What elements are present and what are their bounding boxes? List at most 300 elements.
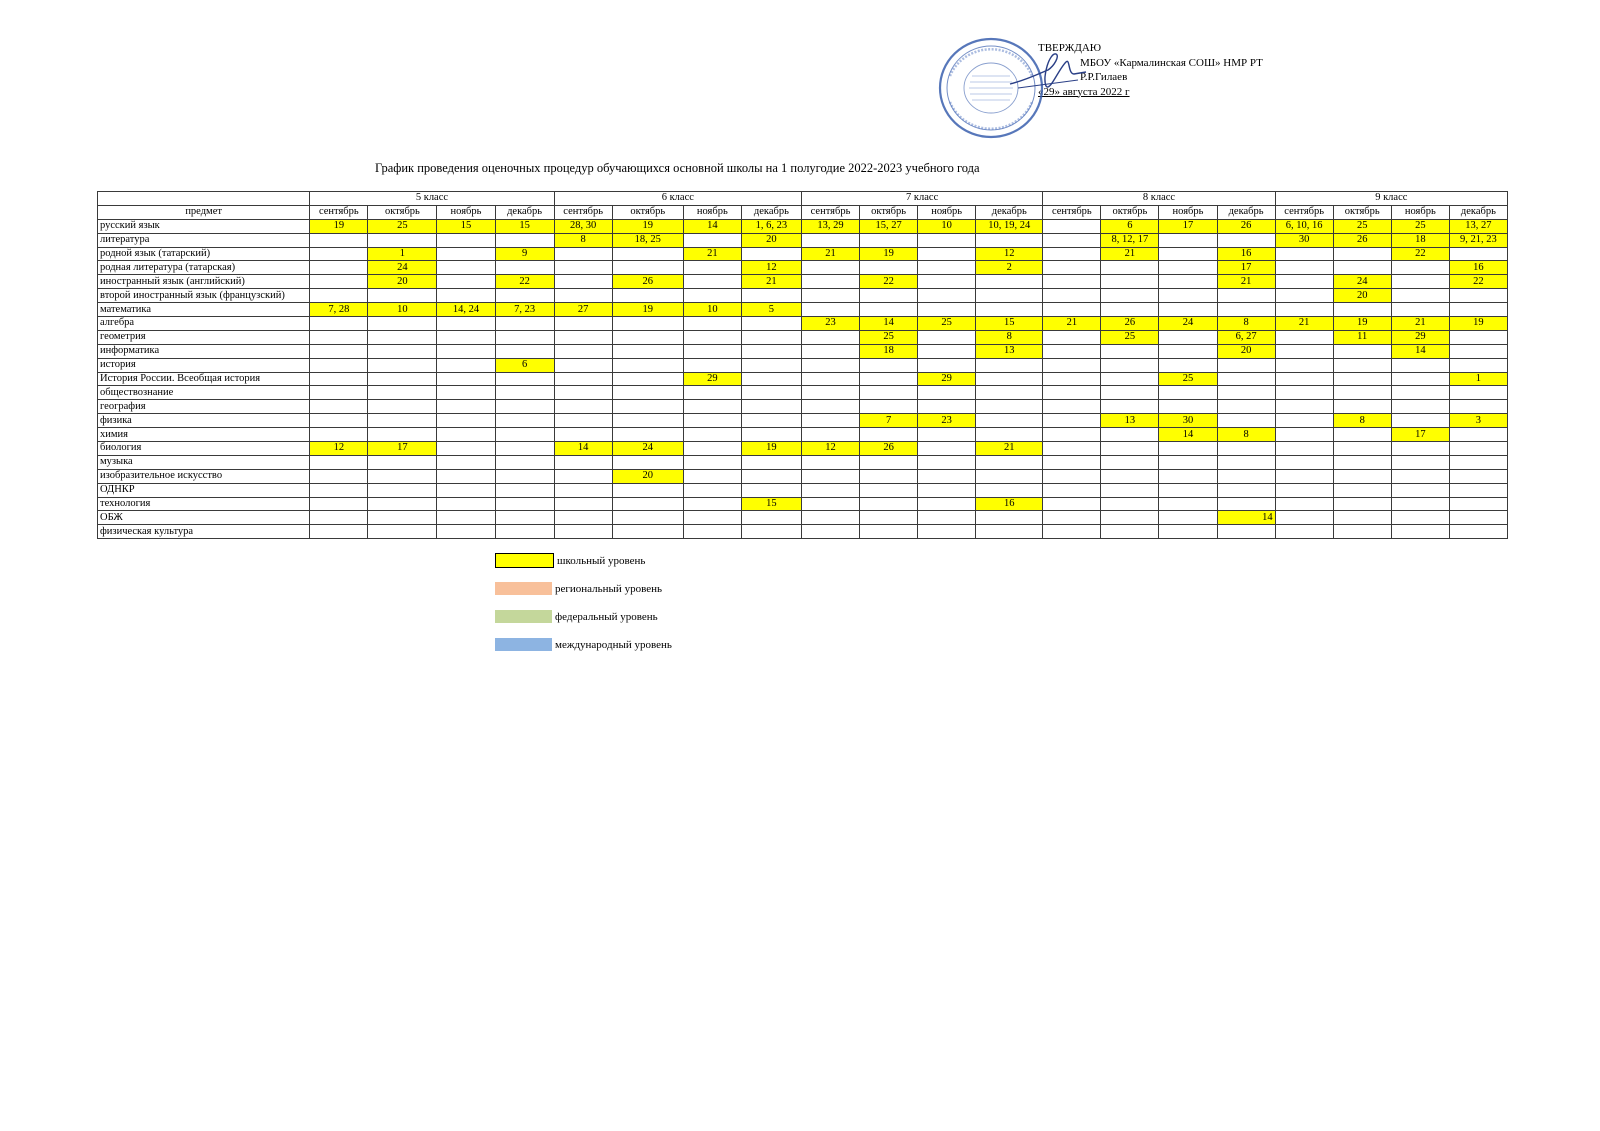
grade-header-row (98, 192, 1508, 206)
month-header: декабрь (1217, 205, 1275, 219)
date-cell (1391, 511, 1449, 525)
date-cell: 6 (495, 358, 554, 372)
approval-line-2: МБОУ «Кармалинская СОШ» НМР РТ (1080, 56, 1263, 69)
date-cell (495, 442, 554, 456)
date-cell (495, 414, 554, 428)
date-cell: 23 (801, 317, 859, 331)
month-header: октябрь (612, 205, 683, 219)
date-cell (368, 525, 437, 539)
date-cell (437, 511, 495, 525)
date-cell (495, 261, 554, 275)
date-cell: 20 (1333, 289, 1391, 303)
date-cell (1275, 511, 1333, 525)
date-cell (310, 372, 368, 386)
subject-cell: обществознание (98, 386, 310, 400)
date-cell (1043, 358, 1101, 372)
date-cell (1101, 428, 1159, 442)
subject-cell: математика (98, 303, 310, 317)
date-cell: 7, 23 (495, 303, 554, 317)
date-cell (1275, 330, 1333, 344)
date-cell (1101, 511, 1159, 525)
date-cell (495, 372, 554, 386)
date-cell (368, 414, 437, 428)
date-cell (495, 344, 554, 358)
date-cell (801, 330, 859, 344)
month-header: октябрь (368, 205, 437, 219)
month-header: сентябрь (554, 205, 612, 219)
date-cell (310, 400, 368, 414)
date-cell (495, 469, 554, 483)
table-row (98, 344, 1508, 358)
date-cell (310, 455, 368, 469)
date-cell (1043, 455, 1101, 469)
date-cell (918, 455, 976, 469)
signature (1008, 50, 1088, 94)
date-cell: 30 (1275, 233, 1333, 247)
date-cell (1043, 400, 1101, 414)
date-cell (918, 400, 976, 414)
grade-header: 9 класс (1275, 192, 1507, 206)
date-cell (368, 330, 437, 344)
date-cell: 13, 27 (1449, 219, 1507, 233)
date-cell (683, 525, 741, 539)
date-cell: 7 (860, 414, 918, 428)
date-cell (683, 400, 741, 414)
date-cell (741, 372, 801, 386)
date-cell (801, 303, 859, 317)
date-cell (860, 511, 918, 525)
date-cell (612, 289, 683, 303)
date-cell (1043, 261, 1101, 275)
date-cell (918, 497, 976, 511)
month-header: ноябрь (1391, 205, 1449, 219)
date-cell: 16 (1449, 261, 1507, 275)
date-cell (683, 442, 741, 456)
date-cell (1449, 469, 1507, 483)
date-cell (1449, 289, 1507, 303)
date-cell: 16 (1217, 247, 1275, 261)
date-cell (1159, 469, 1217, 483)
date-cell (1043, 275, 1101, 289)
date-cell (1043, 386, 1101, 400)
subject-cell: технология (98, 497, 310, 511)
date-cell (1275, 442, 1333, 456)
date-cell (801, 344, 859, 358)
date-cell (1159, 303, 1217, 317)
date-cell (860, 233, 918, 247)
date-cell (1101, 303, 1159, 317)
subject-cell: родной язык (татарский) (98, 247, 310, 261)
date-cell: 19 (741, 442, 801, 456)
date-cell (801, 414, 859, 428)
date-cell (1159, 400, 1217, 414)
date-cell (1275, 400, 1333, 414)
date-cell (801, 511, 859, 525)
month-header: сентябрь (1043, 205, 1101, 219)
date-cell (1333, 372, 1391, 386)
date-cell (554, 358, 612, 372)
date-cell (1391, 358, 1449, 372)
date-cell (1391, 275, 1449, 289)
date-cell (1449, 330, 1507, 344)
date-cell (612, 414, 683, 428)
date-cell (1449, 483, 1507, 497)
date-cell (554, 469, 612, 483)
date-cell: 9, 21, 23 (1449, 233, 1507, 247)
grade-header: 5 класс (310, 192, 554, 206)
date-cell (437, 261, 495, 275)
date-cell (1043, 525, 1101, 539)
date-cell (976, 511, 1043, 525)
date-cell (612, 330, 683, 344)
table-row (98, 400, 1508, 414)
date-cell (741, 455, 801, 469)
date-cell (1159, 455, 1217, 469)
date-cell (918, 344, 976, 358)
date-cell (1275, 386, 1333, 400)
date-cell (1275, 344, 1333, 358)
month-header: ноябрь (437, 205, 495, 219)
date-cell (683, 386, 741, 400)
date-cell (612, 511, 683, 525)
date-cell (368, 317, 437, 331)
date-cell (1333, 386, 1391, 400)
date-cell (1101, 497, 1159, 511)
date-cell (612, 386, 683, 400)
date-cell (310, 275, 368, 289)
month-header: ноябрь (1159, 205, 1217, 219)
date-cell: 17 (368, 442, 437, 456)
date-cell (495, 400, 554, 414)
date-cell (1159, 247, 1217, 261)
month-header: октябрь (1101, 205, 1159, 219)
date-cell (310, 344, 368, 358)
date-cell (437, 525, 495, 539)
date-cell (1391, 303, 1449, 317)
date-cell (1449, 247, 1507, 261)
date-cell (918, 358, 976, 372)
date-cell (683, 317, 741, 331)
date-cell: 8 (1217, 428, 1275, 442)
date-cell (918, 525, 976, 539)
date-cell: 15 (976, 317, 1043, 331)
table-row (98, 525, 1508, 539)
date-cell (437, 455, 495, 469)
date-cell (1275, 497, 1333, 511)
table-row (98, 358, 1508, 372)
date-cell: 8 (1333, 414, 1391, 428)
date-cell (368, 344, 437, 358)
month-header: ноябрь (918, 205, 976, 219)
date-cell: 12 (976, 247, 1043, 261)
date-cell (1217, 386, 1275, 400)
subject-cell: изобразительное искусство (98, 469, 310, 483)
date-cell (437, 483, 495, 497)
table-row (98, 289, 1508, 303)
date-cell: 19 (1449, 317, 1507, 331)
date-cell (612, 372, 683, 386)
subject-cell: биология (98, 442, 310, 456)
date-cell (1217, 303, 1275, 317)
date-cell: 10 (918, 219, 976, 233)
date-cell (1159, 358, 1217, 372)
date-cell (801, 386, 859, 400)
date-cell (310, 483, 368, 497)
document-title: График проведения оценочных процедур обучающихся основной школы на 1 полугодие 2022-2023 учебного года (375, 161, 980, 175)
date-cell (860, 497, 918, 511)
date-cell (1275, 261, 1333, 275)
date-cell (554, 400, 612, 414)
date-cell (310, 233, 368, 247)
date-cell (1159, 442, 1217, 456)
date-cell (554, 317, 612, 331)
date-cell (368, 511, 437, 525)
date-cell (801, 469, 859, 483)
date-cell (741, 358, 801, 372)
date-cell (918, 289, 976, 303)
table-row (98, 261, 1508, 275)
date-cell: 20 (741, 233, 801, 247)
date-cell (612, 525, 683, 539)
date-cell (1275, 275, 1333, 289)
date-cell (976, 483, 1043, 497)
date-cell (368, 469, 437, 483)
date-cell (310, 330, 368, 344)
date-cell: 26 (860, 442, 918, 456)
date-cell (554, 289, 612, 303)
table-row (98, 497, 1508, 511)
date-cell (683, 511, 741, 525)
date-cell (368, 386, 437, 400)
legend-swatch (495, 582, 552, 595)
date-cell (437, 428, 495, 442)
date-cell (1391, 372, 1449, 386)
date-cell (437, 330, 495, 344)
legend-swatch (495, 610, 552, 623)
date-cell (1101, 372, 1159, 386)
date-cell (1275, 525, 1333, 539)
grade-header: 8 класс (1043, 192, 1275, 206)
date-cell (683, 275, 741, 289)
date-cell (437, 386, 495, 400)
date-cell (683, 289, 741, 303)
date-cell (976, 400, 1043, 414)
date-cell (495, 525, 554, 539)
date-cell (683, 358, 741, 372)
date-cell (1217, 455, 1275, 469)
table-row (98, 483, 1508, 497)
date-cell: 19 (1333, 317, 1391, 331)
date-cell (1043, 233, 1101, 247)
table-row (98, 372, 1508, 386)
date-cell (683, 344, 741, 358)
date-cell (683, 497, 741, 511)
table-row (98, 330, 1508, 344)
date-cell (437, 469, 495, 483)
table-row (98, 455, 1508, 469)
month-header: октябрь (860, 205, 918, 219)
date-cell (1043, 483, 1101, 497)
legend (495, 553, 672, 665)
date-cell (918, 247, 976, 261)
date-cell (1449, 511, 1507, 525)
month-header-row (98, 205, 1508, 219)
date-cell (437, 358, 495, 372)
table-row (98, 428, 1508, 442)
subject-cell: История России. Всеобщая история (98, 372, 310, 386)
date-cell (1449, 525, 1507, 539)
date-cell: 14 (860, 317, 918, 331)
approval-line-3: Р.Р.Гилаев (1080, 71, 1128, 83)
subject-cell: физическая культура (98, 525, 310, 539)
date-cell (1217, 289, 1275, 303)
date-cell (1333, 303, 1391, 317)
date-cell (976, 428, 1043, 442)
date-cell (1391, 455, 1449, 469)
date-cell: 17 (1159, 219, 1217, 233)
subject-cell: родная литература (татарская) (98, 261, 310, 275)
date-cell (1391, 289, 1449, 303)
date-cell (437, 414, 495, 428)
date-cell: 13 (1101, 414, 1159, 428)
legend-label: международный уровень (555, 638, 672, 651)
subject-cell: информатика (98, 344, 310, 358)
date-cell (495, 317, 554, 331)
date-cell (1101, 386, 1159, 400)
date-cell (495, 428, 554, 442)
date-cell: 8 (1217, 317, 1275, 331)
date-cell (860, 289, 918, 303)
date-cell (860, 358, 918, 372)
date-cell: 20 (612, 469, 683, 483)
date-cell (1333, 497, 1391, 511)
date-cell (310, 497, 368, 511)
date-cell (1043, 414, 1101, 428)
date-cell: 5 (741, 303, 801, 317)
date-cell (976, 358, 1043, 372)
date-cell (310, 289, 368, 303)
date-cell (1333, 455, 1391, 469)
date-cell: 14 (1159, 428, 1217, 442)
date-cell (1101, 483, 1159, 497)
month-header: сентябрь (1275, 205, 1333, 219)
date-cell (1217, 483, 1275, 497)
date-cell (310, 386, 368, 400)
date-cell (860, 372, 918, 386)
subject-cell: ОБЖ (98, 511, 310, 525)
legend-label: школьный уровень (557, 554, 646, 567)
date-cell (918, 233, 976, 247)
date-cell (1043, 442, 1101, 456)
date-cell (554, 428, 612, 442)
date-cell: 10 (683, 303, 741, 317)
date-cell: 24 (612, 442, 683, 456)
date-cell (1043, 469, 1101, 483)
date-cell (683, 483, 741, 497)
subject-cell: второй иностранный язык (французский) (98, 289, 310, 303)
date-cell (612, 455, 683, 469)
date-cell: 21 (1217, 275, 1275, 289)
date-cell: 2 (976, 261, 1043, 275)
date-cell: 21 (976, 442, 1043, 456)
date-cell (612, 247, 683, 261)
date-cell (918, 386, 976, 400)
date-cell (1101, 344, 1159, 358)
date-cell: 23 (918, 414, 976, 428)
date-cell: 12 (310, 442, 368, 456)
table-row (98, 303, 1508, 317)
date-cell (368, 428, 437, 442)
date-cell (1391, 386, 1449, 400)
date-cell: 21 (1391, 317, 1449, 331)
date-cell (1043, 428, 1101, 442)
date-cell (1333, 400, 1391, 414)
date-cell: 18 (860, 344, 918, 358)
legend-item (495, 609, 672, 624)
date-cell (741, 428, 801, 442)
date-cell (1391, 497, 1449, 511)
date-cell (1101, 275, 1159, 289)
date-cell (1275, 469, 1333, 483)
date-cell (1159, 344, 1217, 358)
date-cell (1043, 372, 1101, 386)
date-cell: 14 (554, 442, 612, 456)
date-cell: 29 (918, 372, 976, 386)
date-cell (1101, 442, 1159, 456)
date-cell (860, 525, 918, 539)
date-cell: 6, 27 (1217, 330, 1275, 344)
date-cell (918, 303, 976, 317)
date-cell (368, 400, 437, 414)
date-cell (1449, 442, 1507, 456)
date-cell (554, 386, 612, 400)
table-row (98, 275, 1508, 289)
month-header: декабрь (495, 205, 554, 219)
date-cell: 25 (368, 219, 437, 233)
date-cell (554, 275, 612, 289)
date-cell (1159, 511, 1217, 525)
date-cell (860, 400, 918, 414)
date-cell (1275, 247, 1333, 261)
subject-cell: литература (98, 233, 310, 247)
subject-cell: русский язык (98, 219, 310, 233)
date-cell (683, 469, 741, 483)
date-cell (554, 372, 612, 386)
date-cell (612, 344, 683, 358)
date-cell (1217, 525, 1275, 539)
date-cell (1101, 525, 1159, 539)
date-cell (1159, 233, 1217, 247)
date-cell (801, 428, 859, 442)
date-cell (976, 525, 1043, 539)
date-cell (1333, 511, 1391, 525)
date-cell (801, 400, 859, 414)
date-cell: 16 (976, 497, 1043, 511)
date-cell (976, 275, 1043, 289)
date-cell: 29 (1391, 330, 1449, 344)
date-cell (612, 317, 683, 331)
date-cell (741, 344, 801, 358)
date-cell: 15, 27 (860, 219, 918, 233)
date-cell: 14, 24 (437, 303, 495, 317)
date-cell (495, 386, 554, 400)
date-cell (1449, 386, 1507, 400)
date-cell: 19 (860, 247, 918, 261)
date-cell: 25 (860, 330, 918, 344)
subject-header: предмет (98, 205, 310, 219)
date-cell (976, 372, 1043, 386)
date-cell (976, 455, 1043, 469)
